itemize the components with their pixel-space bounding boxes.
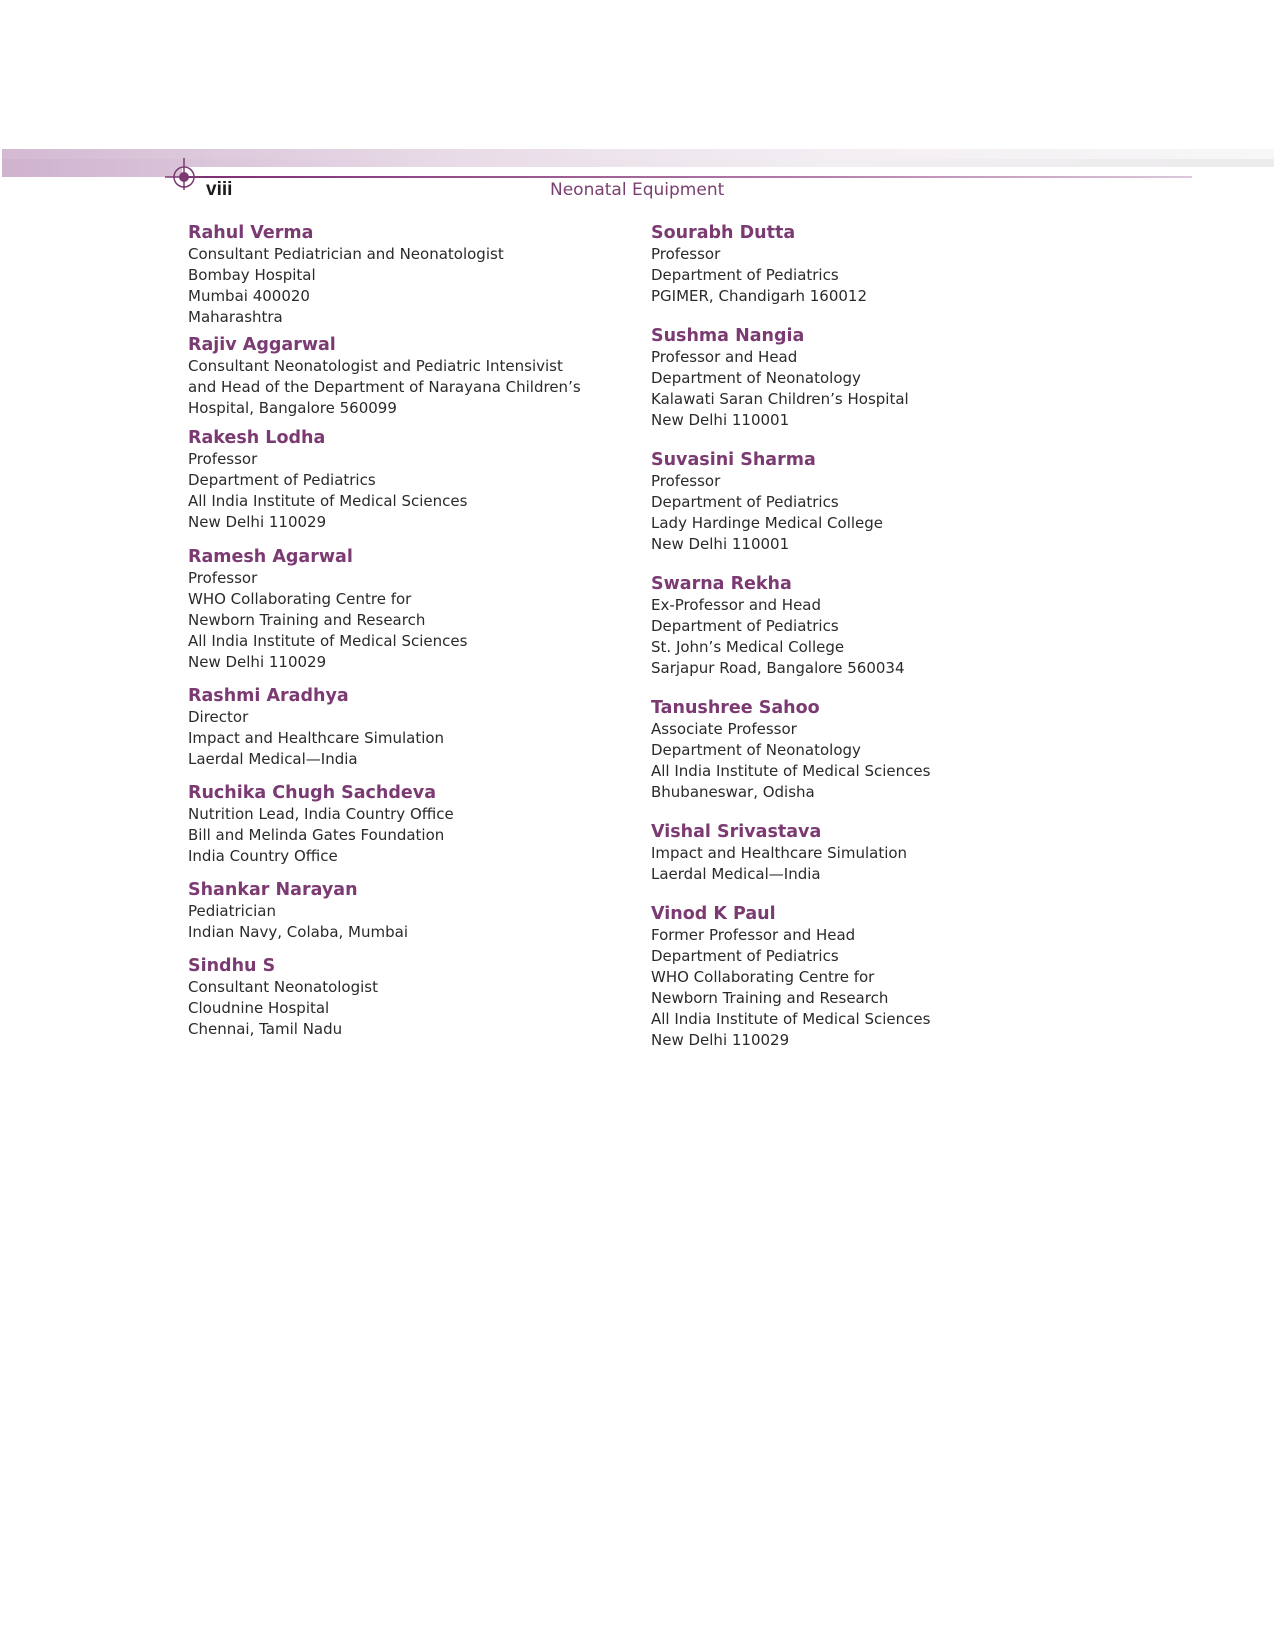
contributor-affiliation-line: Associate Professor [651,720,797,738]
contributor-entry [188,685,618,770]
contributor-affiliation-line: Department of Neonatology [651,369,861,387]
contributor-affiliation-line: Newborn Training and Research [651,989,889,1007]
contributor-affiliation-line: Consultant Neonatologist and Pediatric Intensivist [188,357,563,375]
contributor-affiliation-line: WHO Collaborating Centre for [651,968,875,986]
contributor-entry [188,334,618,419]
contributor-name: Rajiv Aggarwal [188,335,336,355]
contributor-entry [651,903,1081,1051]
contributor-name: Rakesh Lodha [188,428,326,448]
contributor-affiliation-line: All India Institute of Medical Sciences [188,632,468,650]
contributor-affiliation-line: New Delhi 110001 [651,535,790,553]
running-title: Neonatal Equipment [550,180,725,200]
contributor-affiliation-line: Maharashtra [188,308,283,326]
contributor-affiliation-line: Professor and Head [651,348,798,366]
contributor-affiliation-line: Impact and Healthcare Simulation [651,844,908,862]
contributor-name: Ramesh Agarwal [188,547,353,567]
contributor-affiliation-line: and Head of the Department of Narayana Children’s [188,378,581,396]
contributor-affiliation-line: Department of Pediatrics [651,947,839,965]
contributor-affiliation-line: Pediatrician [188,902,276,920]
contributor-affiliation-line: St. John’s Medical College [651,638,845,656]
contributor-affiliation-line: All India Institute of Medical Sciences [188,492,468,510]
contributor-name: Rashmi Aradhya [188,686,349,706]
contributor-affiliation-line: Sarjapur Road, Bangalore 560034 [651,659,905,677]
contributor-affiliation-line: India Country Office [188,847,338,865]
contributor-entry [651,697,1081,803]
contributor-entry [651,573,1081,679]
contributor-affiliation-line: Director [188,708,249,726]
contributor-affiliation-line: Former Professor and Head [651,926,856,944]
contributor-entry [651,821,1081,885]
contributor-affiliation-line: Laerdal Medical—India [188,750,358,768]
contributor-name: Sourabh Dutta [651,223,796,243]
contributor-affiliation-line: Cloudnine Hospital [188,999,330,1017]
contributor-name: Tanushree Sahoo [651,698,820,718]
contributor-entry [188,782,618,867]
contributor-affiliation-line: Department of Pediatrics [651,493,839,511]
contributor-entry [651,325,1081,431]
contributor-affiliation-line: New Delhi 110029 [188,513,327,531]
page-number: viii [206,179,233,200]
contributor-affiliation-line: Newborn Training and Research [188,611,426,629]
contributor-entry [188,955,618,1040]
contributor-affiliation-line: Nutrition Lead, India Country Office [188,805,454,823]
contributor-name: Ruchika Chugh Sachdeva [188,783,436,803]
contributor-affiliation-line: Chennai, Tamil Nadu [188,1020,343,1038]
contributor-affiliation-line: Bombay Hospital [188,266,316,284]
contributor-name: Swarna Rekha [651,574,792,594]
contributors-left-column [188,222,618,1040]
contributor-affiliation-line: Consultant Neonatologist [188,978,378,996]
contributor-affiliation-line: All India Institute of Medical Sciences [651,1010,931,1028]
contributor-entry [188,222,618,328]
contributor-affiliation-line: All India Institute of Medical Sciences [651,762,931,780]
contributor-affiliation-line: New Delhi 110029 [651,1031,790,1049]
contributors-right-column [651,222,1081,1051]
contributor-affiliation-line: WHO Collaborating Centre for [188,590,412,608]
contributor-affiliation-line: New Delhi 110029 [188,653,327,671]
contributor-name: Rahul Verma [188,223,314,243]
contributor-affiliation-line: Department of Pediatrics [651,617,839,635]
contributor-name: Shankar Narayan [188,880,358,900]
contributor-affiliation-line: Bhubaneswar, Odisha [651,783,815,801]
contributor-affiliation-line: Ex-Professor and Head [651,596,822,614]
contributor-name: Sushma Nangia [651,326,805,346]
contributor-affiliation-line: Impact and Healthcare Simulation [188,729,445,747]
contributor-name: Vinod K Paul [651,904,776,924]
crosshair-icon [165,158,205,198]
contributor-entry [188,427,618,533]
contributor-affiliation-line: New Delhi 110001 [651,411,790,429]
contributor-affiliation-line: Professor [651,472,721,490]
contributor-affiliation-line: Mumbai 400020 [188,287,310,305]
contributor-affiliation-line: Professor [188,450,258,468]
contributor-name: Sindhu S [188,956,276,976]
contributor-name: Suvasini Sharma [651,450,816,470]
contributor-affiliation-line: Department of Pediatrics [188,471,376,489]
contributor-affiliation-line: Hospital, Bangalore 560099 [188,399,397,417]
contributor-affiliation-line: Professor [188,569,258,587]
contributor-affiliation-line: Bill and Melinda Gates Foundation [188,826,445,844]
contributor-affiliation-line: Lady Hardinge Medical College [651,514,884,532]
contributor-affiliation-line: Professor [651,245,721,263]
contributor-affiliation-line: Indian Navy, Colaba, Mumbai [188,923,408,941]
contributor-affiliation-line: Department of Neonatology [651,741,861,759]
contributor-entry [188,546,618,673]
header-rule [182,176,1192,178]
contributor-entry [188,879,618,943]
contributor-affiliation-line: Laerdal Medical—India [651,865,821,883]
contributor-name: Vishal Srivastava [651,822,822,842]
contributor-affiliation-line: PGIMER, Chandigarh 160012 [651,287,867,305]
contributor-entry [651,222,1081,307]
contributor-affiliation-line: Consultant Pediatrician and Neonatologist [188,245,504,263]
contributor-affiliation-line: Department of Pediatrics [651,266,839,284]
contributor-entry [651,449,1081,555]
contributor-affiliation-line: Kalawati Saran Children’s Hospital [651,390,909,408]
